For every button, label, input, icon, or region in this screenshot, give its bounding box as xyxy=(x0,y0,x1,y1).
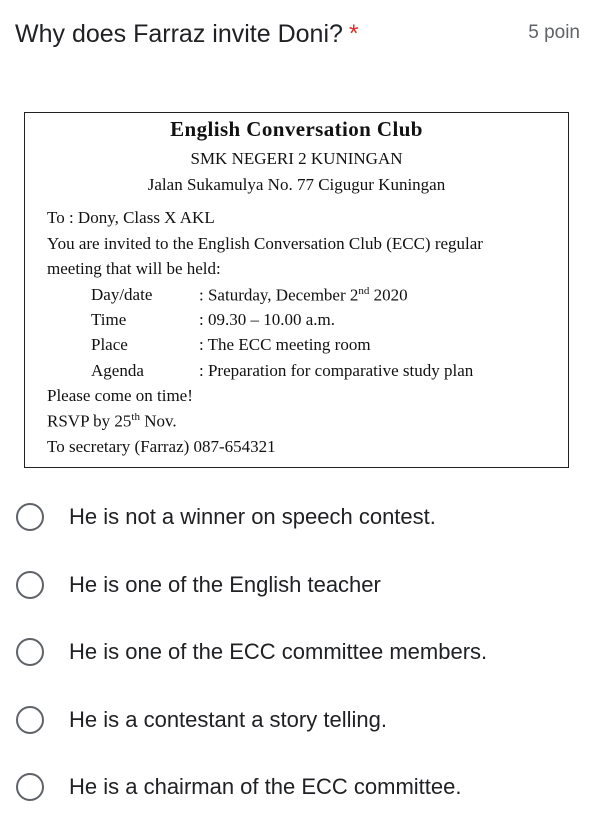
points-label: 5 poin xyxy=(528,22,580,43)
option-label: He is one of the English teacher xyxy=(69,572,381,597)
invitation-image xyxy=(24,112,569,468)
recipient-line: To : Dony, Class X AKL xyxy=(47,208,215,227)
question-title xyxy=(15,18,359,50)
option-label: He is one of the ECC committee members. xyxy=(69,639,488,664)
body-line-1: You are invited to the English Conversation Club (ECC) regular xyxy=(47,234,483,253)
detail-label-time: Time xyxy=(91,310,127,329)
detail-value-daydate: : Saturday, December 2nd 2020 xyxy=(199,285,408,305)
club-name: English Conversation Club xyxy=(170,117,423,141)
school-address: Jalan Sukamulya No. 77 Cigugur Kuningan xyxy=(147,175,446,194)
radio-button[interactable] xyxy=(16,503,44,531)
body-line-2: meeting that will be held: xyxy=(47,259,221,278)
answer-option-1[interactable] xyxy=(16,499,436,535)
secretary-line: To secretary (Farraz) 087-654321 xyxy=(47,437,276,456)
closing-line: Please come on time! xyxy=(47,386,193,405)
answer-option-4[interactable] xyxy=(16,702,387,738)
option-label: He is a contestant a story telling. xyxy=(69,707,387,732)
rsvp-line: RSVP by 25th Nov. xyxy=(47,411,177,431)
required-asterisk: * xyxy=(348,20,359,48)
detail-value-place: : The ECC meeting room xyxy=(199,335,371,354)
radio-button[interactable] xyxy=(16,571,44,599)
question-text: Why does Farraz invite Doni? xyxy=(15,20,343,48)
radio-button[interactable] xyxy=(16,706,44,734)
answer-option-5[interactable] xyxy=(16,769,461,805)
option-label: He is not a winner on speech contest. xyxy=(69,504,436,529)
option-label: He is a chairman of the ECC committee. xyxy=(69,774,462,799)
detail-value-time: : 09.30 – 10.00 a.m. xyxy=(199,310,335,329)
detail-label-agenda: Agenda xyxy=(91,361,144,380)
school-name: SMK NEGERI 2 KUNINGAN xyxy=(190,149,403,168)
answer-option-3[interactable] xyxy=(16,634,487,670)
radio-button[interactable] xyxy=(16,773,44,801)
detail-label-daydate: Day/date xyxy=(91,285,153,304)
detail-value-agenda: : Preparation for comparative study plan xyxy=(199,361,474,380)
answer-option-2[interactable] xyxy=(16,567,381,603)
detail-label-place: Place xyxy=(91,335,128,354)
radio-button[interactable] xyxy=(16,638,44,666)
